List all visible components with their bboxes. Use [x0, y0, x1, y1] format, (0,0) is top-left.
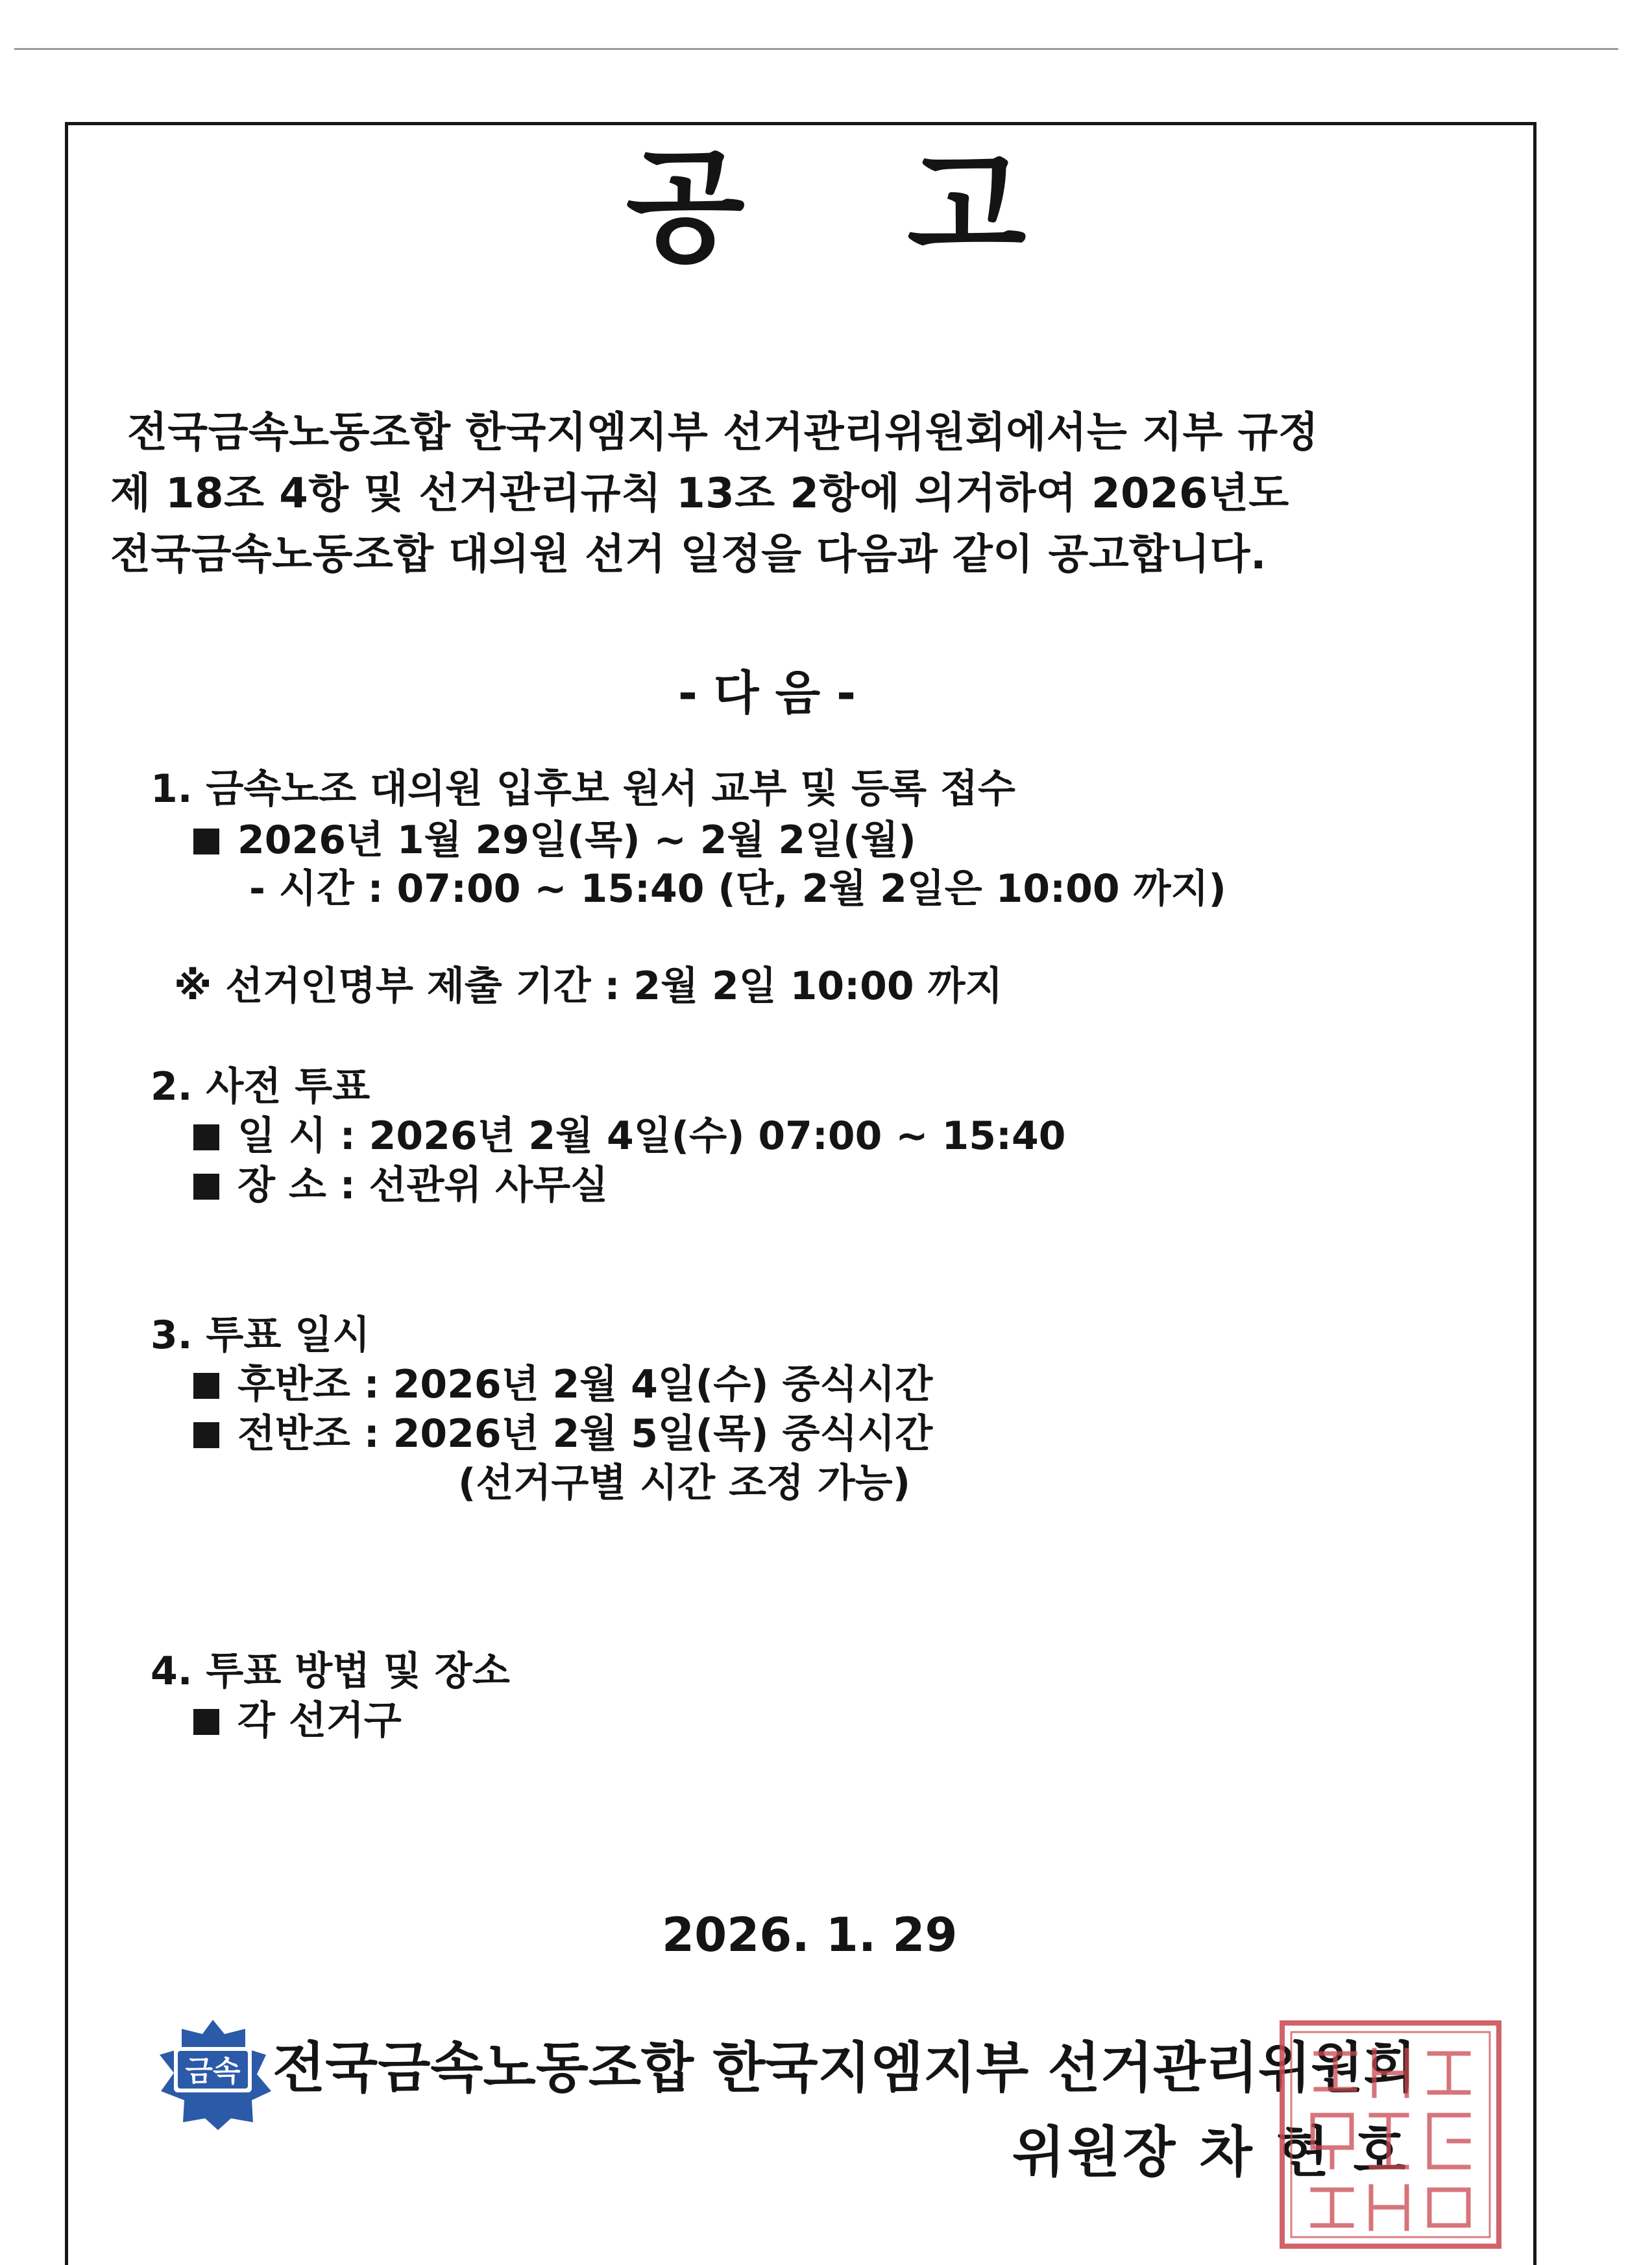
svg-text:금속: 금속: [185, 2055, 241, 2088]
section-1-note: ※ 선거인명부 제출 기간 : 2월 2일 10:00 까지: [174, 963, 1003, 1009]
section-3-heading: 3. 투표 일시: [151, 1313, 370, 1358]
section-4-detail: 각 선거구: [193, 1690, 402, 1745]
title-char-2: 고: [907, 136, 1026, 279]
bullet-square: [193, 1174, 219, 1200]
top-rule: [14, 48, 1618, 50]
bullet-square: [193, 1709, 219, 1735]
title-char-1: 공: [626, 136, 745, 279]
intro-line-1: 전국금속노동조합 한국지엠지부 선거관리위원회에서는 지부 규정: [127, 409, 1319, 457]
bullet-square: [193, 829, 219, 854]
notice-date: 2026. 1. 29: [662, 1908, 958, 1962]
notice-title: [0, 136, 1652, 279]
intro-line-2: 제 18조 4항 및 선거관리규칙 13조 2항에 의거하여 2026년도: [110, 470, 1289, 518]
section-1-heading: 1. 금속노조 대의원 입후보 원서 교부 및 등록 접수: [151, 766, 1015, 812]
section-2-heading: 2. 사전 투표: [151, 1064, 370, 1109]
section-1-time: - 시간 : 07:00 ~ 15:40 (단, 2월 2일은 10:00 까지): [249, 866, 1226, 912]
bullet-square: [193, 1422, 219, 1448]
section-1-period: 2026년 1월 29일(목) ~ 2월 2일(월): [193, 809, 916, 865]
section-2-datetime: 일 시 : 2026년 2월 4일(수) 07:00 ~ 15:40: [193, 1105, 1065, 1161]
bullet-square: [193, 1124, 219, 1150]
org-name: 전국금속노동조합 한국지엠지부 선거관리위원회: [273, 2036, 1416, 2100]
bullet-square: [193, 1373, 219, 1399]
intro-line-3: 전국금속노동조합 대의원 선거 일정을 다음과 같이 공고합니다.: [110, 531, 1267, 579]
official-seal-icon: [1277, 2018, 1504, 2251]
subheading: - 다 음 -: [678, 666, 856, 720]
chairperson: 위원장 차 현 호: [1012, 2120, 1409, 2184]
union-logo-icon: [148, 2015, 278, 2131]
section-3-early-shift: 전반조 : 2026년 2월 5일(목) 중식시간: [193, 1403, 932, 1459]
section-3-adjust-note: (선거구별 시간 조정 가능): [458, 1460, 911, 1506]
section-4-heading: 4. 투표 방법 및 장소: [151, 1649, 510, 1694]
section-2-place: 장 소 : 선관위 사무실: [193, 1154, 608, 1210]
section-3-late-shift: 후반조 : 2026년 2월 4일(수) 중식시간: [193, 1353, 932, 1409]
